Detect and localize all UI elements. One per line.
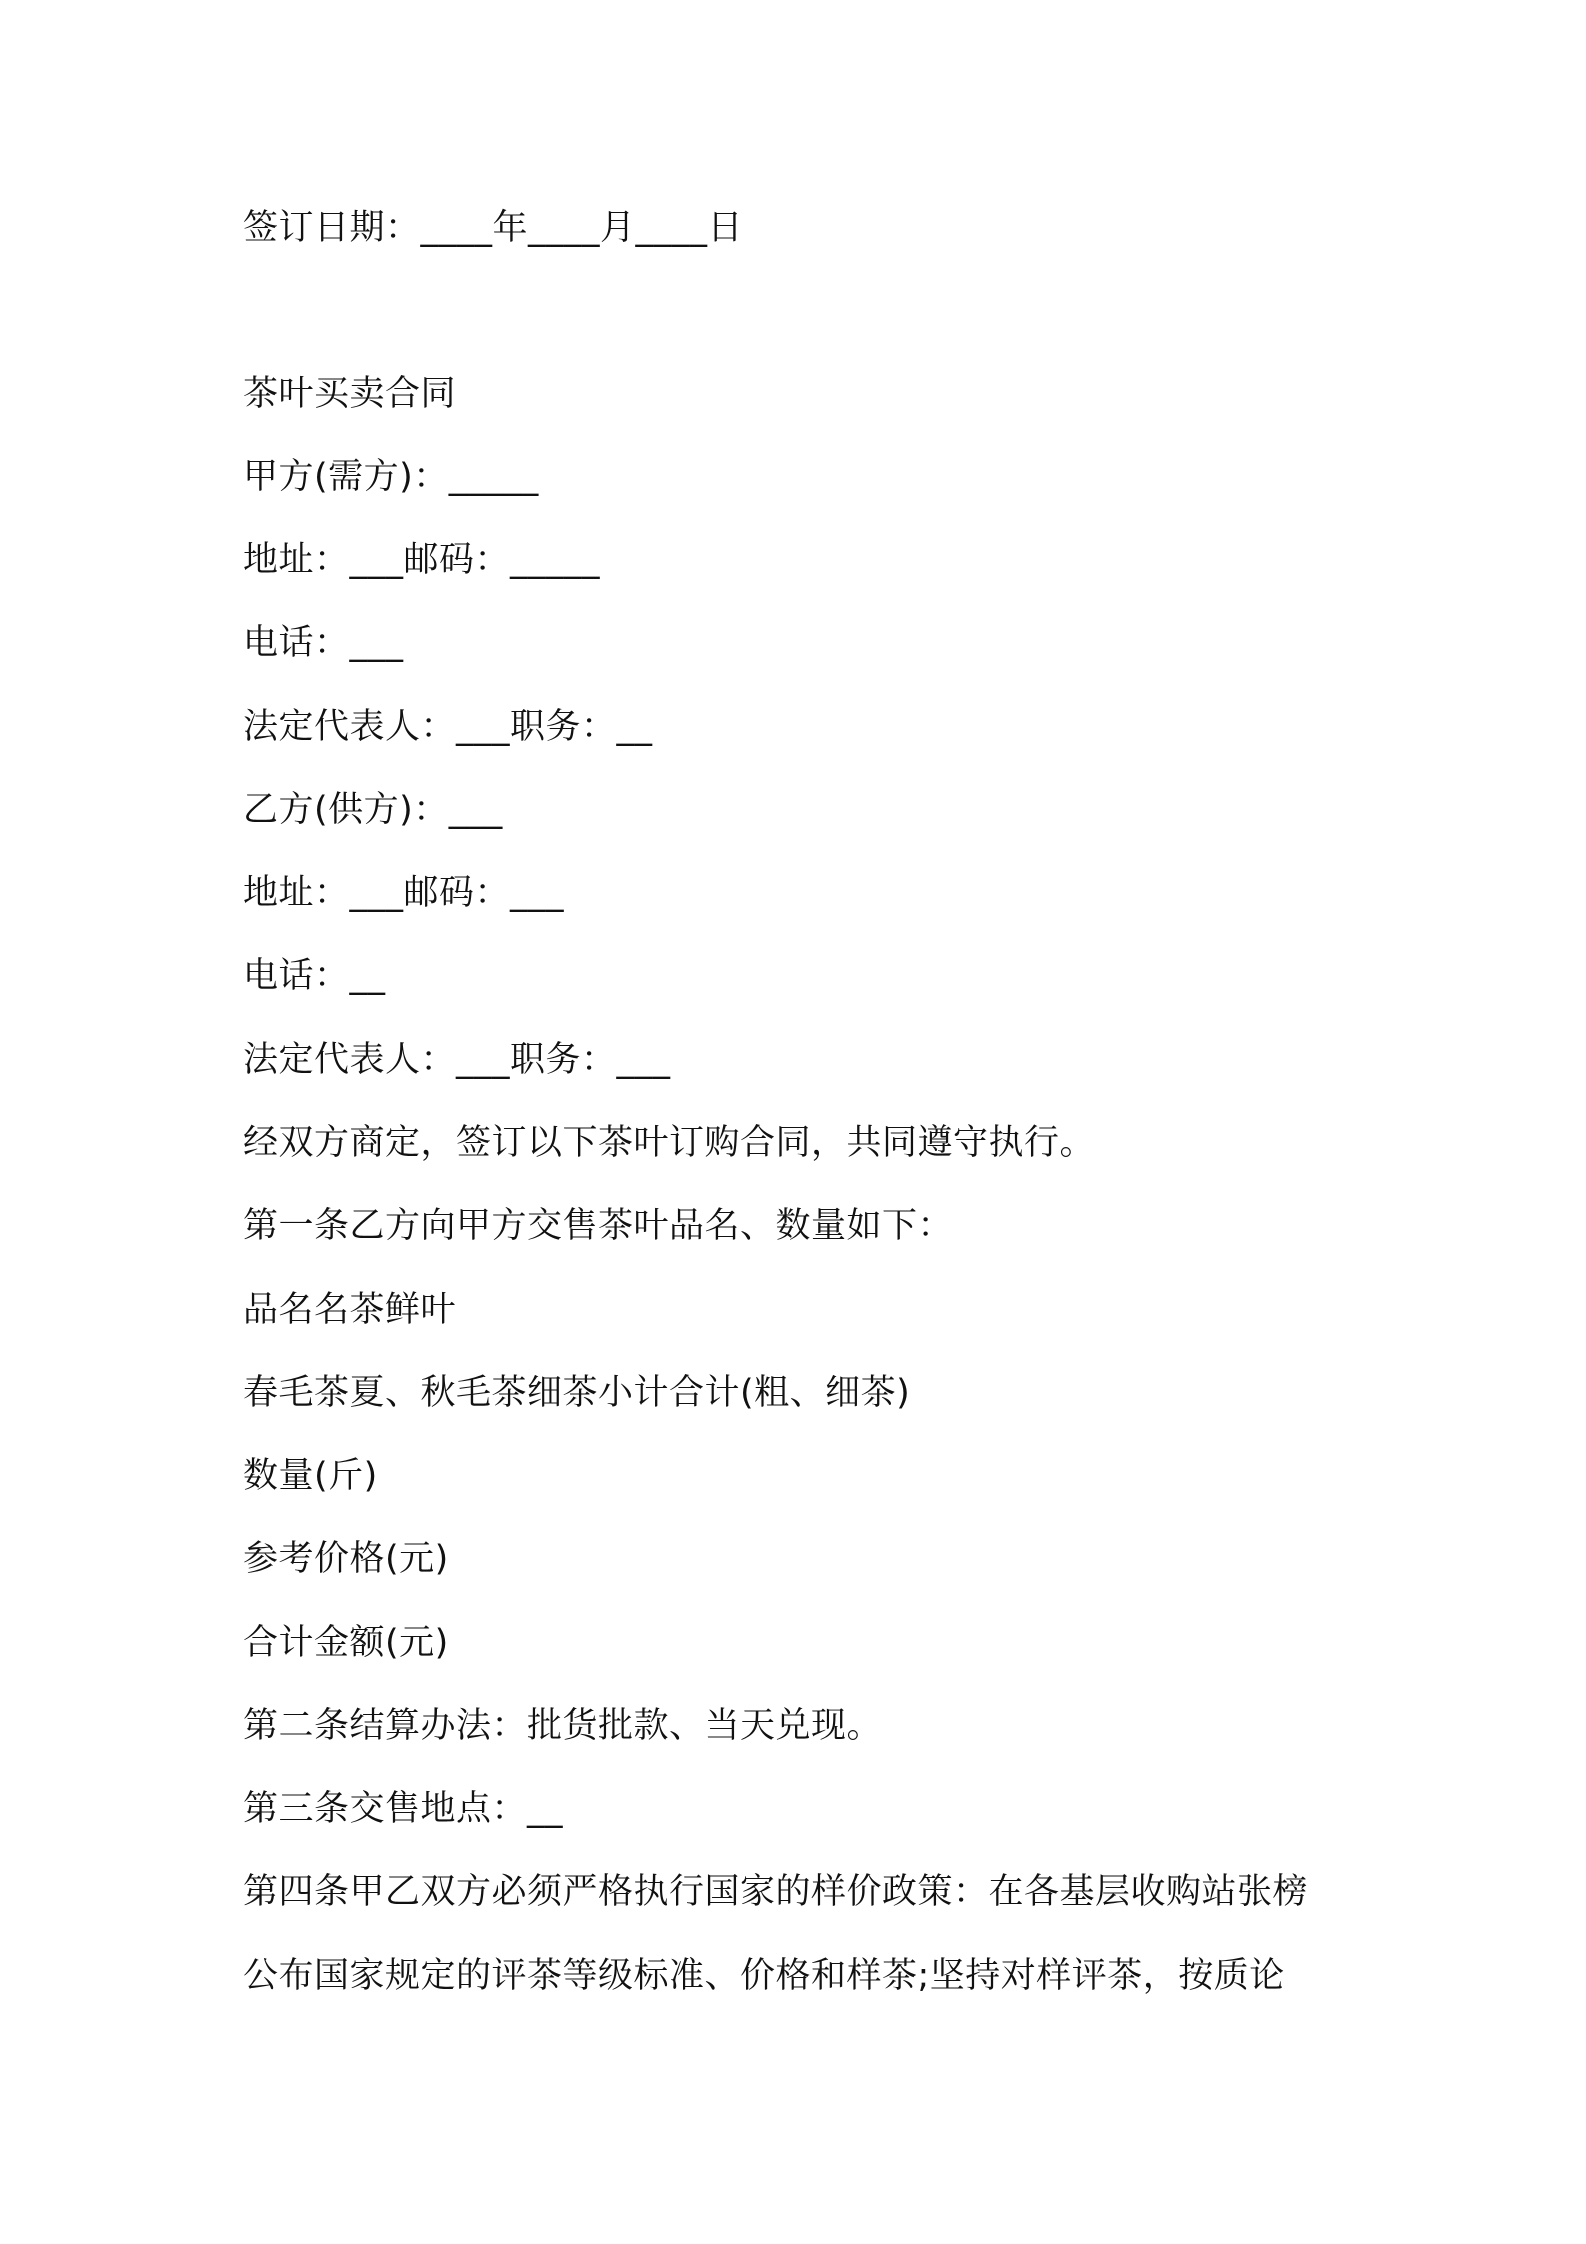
article-4-line-1: 第四条甲乙双方必须严格执行国家的样价政策：在各基层收购站张榜 xyxy=(243,1872,1309,1912)
article-3: 第三条交售地点：__ xyxy=(243,1789,564,1829)
party-a-name: 甲方(需方)：_____ xyxy=(243,457,539,497)
party-b-address: 地址：___邮码：___ xyxy=(243,873,565,913)
party-a-representative: 法定代表人：___职务：__ xyxy=(243,707,653,747)
table-row-price: 参考价格(元) xyxy=(243,1539,449,1579)
table-row-name: 品名名茶鲜叶 xyxy=(243,1290,457,1330)
party-b-name: 乙方(供方)：___ xyxy=(243,790,503,830)
party-b-phone: 电话：__ xyxy=(243,956,386,996)
article-4-line-2: 公布国家规定的评茶等级标准、价格和样茶;坚持对样评茶，按质论 xyxy=(243,1956,1285,1996)
party-a-address: 地址：___邮码：_____ xyxy=(243,540,601,580)
table-row-types: 春毛茶夏、秋毛茶细茶小计合计(粗、细茶) xyxy=(243,1373,911,1413)
party-b-representative: 法定代表人：___职务：___ xyxy=(243,1040,671,1080)
signing-date: 签订日期：____年____月____日 xyxy=(243,208,744,248)
party-a-phone: 电话：___ xyxy=(243,623,404,663)
preamble: 经双方商定，签订以下茶叶订购合同，共同遵守执行。 xyxy=(243,1123,1096,1163)
table-row-quantity: 数量(斤) xyxy=(243,1456,378,1496)
contract-title: 茶叶买卖合同 xyxy=(243,374,457,414)
article-1: 第一条乙方向甲方交售茶叶品名、数量如下： xyxy=(243,1206,954,1246)
article-2: 第二条结算办法：批货批款、当天兑现。 xyxy=(243,1706,883,1746)
table-row-amount: 合计金额(元) xyxy=(243,1623,449,1663)
